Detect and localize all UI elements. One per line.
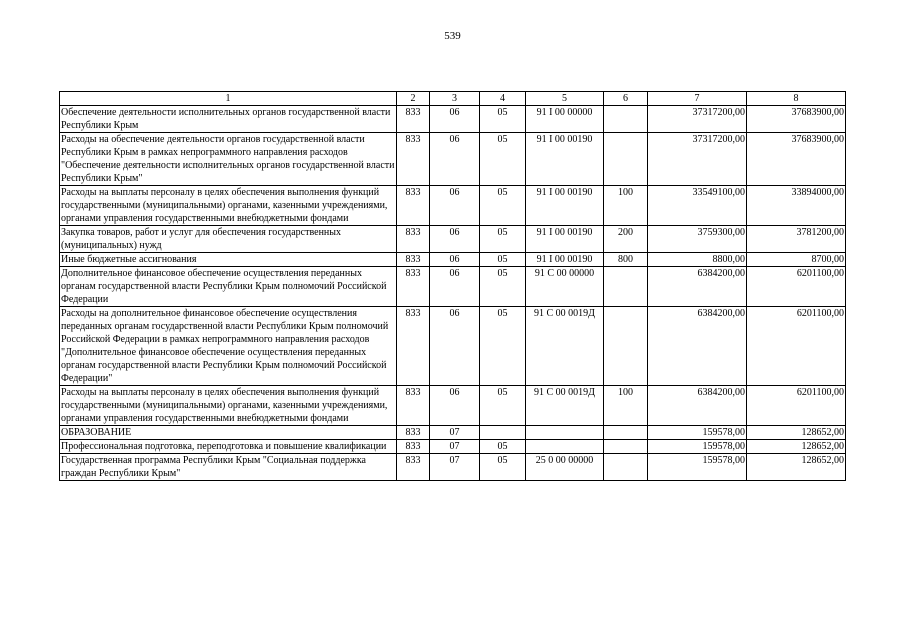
header-cell: 8 [747,92,846,106]
row-section: 06 [430,267,480,307]
row-section: 06 [430,226,480,253]
header-cell: 3 [430,92,480,106]
row-subsection: 05 [480,307,526,386]
row-expense-type [604,426,648,440]
row-ministry-code: 833 [397,133,430,186]
row-subsection: 05 [480,386,526,426]
row-ministry-code: 833 [397,440,430,454]
row-expense-type: 100 [604,186,648,226]
row-section: 07 [430,454,480,481]
row-target-article: 91 С 00 0019Д [526,307,604,386]
row-ministry-code: 833 [397,106,430,133]
row-amount-year1: 37317200,00 [648,133,747,186]
row-amount-year2: 128652,00 [747,426,846,440]
row-name: Расходы на дополнительное финансовое обеспечение осуществления переданных органам государственной власти Республики Крым полномочий Российской Федерации в рамках непрограммного направления расходов "Дополнительное финансовое обеспечение осуществления переданных органам государственной власти Республики Крым полномочий Российской Федерации" [60,307,397,386]
row-subsection: 05 [480,440,526,454]
table-row [60,226,846,253]
row-target-article: 91 I 00 00190 [526,226,604,253]
row-amount-year2: 128652,00 [747,440,846,454]
row-ministry-code: 833 [397,253,430,267]
row-subsection: 05 [480,226,526,253]
row-name: Иные бюджетные ассигнования [60,253,397,267]
row-name: Государственная программа Республики Крым "Социальная поддержка граждан Республики Крым" [60,454,397,481]
row-section: 06 [430,133,480,186]
row-target-article: 91 I 00 00190 [526,133,604,186]
row-target-article: 91 С 00 00000 [526,267,604,307]
row-expense-type [604,267,648,307]
row-expense-type [604,454,648,481]
header-cell: 4 [480,92,526,106]
row-amount-year1: 6384200,00 [648,307,747,386]
table-row [60,133,846,186]
row-name: Расходы на выплаты персоналу в целях обеспечения выполнения функций государственными (муниципальными) органами, казенными учреждениями, органами управления государственными внебюджетными фондами [60,186,397,226]
row-name: Обеспечение деятельности исполнительных органов государственной власти Республики Крым [60,106,397,133]
row-subsection: 05 [480,133,526,186]
row-ministry-code: 833 [397,186,430,226]
row-expense-type [604,440,648,454]
row-target-article: 91 I 00 00190 [526,253,604,267]
row-amount-year1: 37317200,00 [648,106,747,133]
row-expense-type [604,307,648,386]
row-name: Расходы на выплаты персоналу в целях обеспечения выполнения функций государственными (муниципальными) органами, казенными учреждениями, органами управления государственными внебюджетными фондами [60,386,397,426]
row-name: Дополнительное финансовое обеспечение осуществления переданных органам государственной власти Республики Крым полномочий Российской Федерации [60,267,397,307]
row-subsection: 05 [480,454,526,481]
header-cell: 2 [397,92,430,106]
row-amount-year1: 159578,00 [648,440,747,454]
row-target-article: 25 0 00 00000 [526,454,604,481]
row-amount-year2: 6201100,00 [747,307,846,386]
row-amount-year1: 6384200,00 [648,267,747,307]
row-ministry-code: 833 [397,426,430,440]
row-amount-year1: 159578,00 [648,426,747,440]
header-row [60,92,846,106]
row-section: 06 [430,253,480,267]
row-amount-year2: 6201100,00 [747,386,846,426]
row-expense-type [604,106,648,133]
row-section: 06 [430,307,480,386]
row-section: 06 [430,186,480,226]
row-amount-year2: 8700,00 [747,253,846,267]
row-target-article [526,440,604,454]
row-ministry-code: 833 [397,226,430,253]
row-subsection: 05 [480,253,526,267]
budget-table [59,91,846,481]
row-target-article [526,426,604,440]
header-cell: 6 [604,92,648,106]
row-expense-type [604,133,648,186]
header-cell: 1 [60,92,397,106]
row-expense-type: 200 [604,226,648,253]
row-ministry-code: 833 [397,386,430,426]
table-row [60,454,846,481]
row-ministry-code: 833 [397,307,430,386]
row-amount-year1: 6384200,00 [648,386,747,426]
row-target-article: 91 I 00 00000 [526,106,604,133]
row-target-article: 91 I 00 00190 [526,186,604,226]
row-section: 07 [430,440,480,454]
row-section: 06 [430,106,480,133]
table-row [60,440,846,454]
row-expense-type: 100 [604,386,648,426]
row-section: 06 [430,386,480,426]
row-expense-type: 800 [604,253,648,267]
table-row [60,186,846,226]
row-subsection [480,426,526,440]
table-row [60,386,846,426]
page-number: 539 [444,30,461,42]
table-row [60,253,846,267]
row-amount-year2: 6201100,00 [747,267,846,307]
row-amount-year1: 33549100,00 [648,186,747,226]
row-amount-year2: 33894000,00 [747,186,846,226]
table-row [60,307,846,386]
row-name: Расходы на обеспечение деятельности органов государственной власти Республики Крым в рамках непрограммного направления расходов "Обеспечение деятельности исполнительных органов государственной власти Республики Крым" [60,133,397,186]
table-row [60,106,846,133]
row-amount-year2: 3781200,00 [747,226,846,253]
row-name: ОБРАЗОВАНИЕ [60,426,397,440]
header-cell: 5 [526,92,604,106]
row-amount-year2: 37683900,00 [747,106,846,133]
row-target-article: 91 С 00 0019Д [526,386,604,426]
table-row [60,267,846,307]
row-subsection: 05 [480,186,526,226]
row-subsection: 05 [480,267,526,307]
row-name: Закупка товаров, работ и услуг для обеспечения государственных (муниципальных) нужд [60,226,397,253]
row-amount-year1: 3759300,00 [648,226,747,253]
row-amount-year1: 159578,00 [648,454,747,481]
row-ministry-code: 833 [397,267,430,307]
row-name: Профессиональная подготовка, переподготовка и повышение квалификации [60,440,397,454]
row-amount-year2: 37683900,00 [747,133,846,186]
row-amount-year2: 128652,00 [747,454,846,481]
header-cell: 7 [648,92,747,106]
row-amount-year1: 8800,00 [648,253,747,267]
row-subsection: 05 [480,106,526,133]
row-section: 07 [430,426,480,440]
table-row [60,426,846,440]
row-ministry-code: 833 [397,454,430,481]
